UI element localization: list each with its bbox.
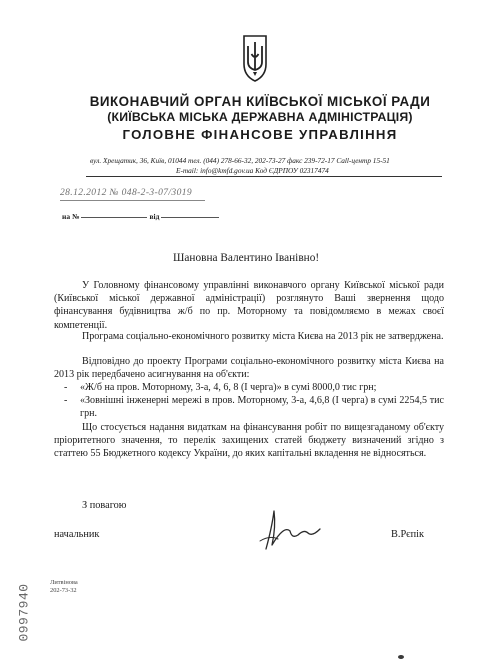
closing-regards: З повагою	[82, 500, 127, 511]
scan-speck	[398, 655, 404, 659]
list-item	[54, 394, 444, 420]
list-item	[54, 381, 444, 394]
from-label: від	[149, 212, 160, 221]
list-item-text: «Зовнішні інженерні мережі в пров. Моторному, 3-а, 4,6,8 (І черга) в сумі 2254,5 тис грн.	[80, 395, 444, 420]
body-paragraph-3: Відповідно до проекту Програми соціально-економічного розвитку міста Києва на 2013 рік передбачено асигнування на об'єкти:	[54, 356, 444, 381]
signatory-name: В.Рєпік	[391, 529, 424, 540]
trident-coat-of-arms-icon	[242, 34, 268, 82]
signatory-position: начальник	[54, 529, 100, 540]
list-item-text: «Ж/б на пров. Моторному, 3-а, 4, 6, 8 (І черга)» в сумі 8000,0 тис грн;	[80, 382, 377, 393]
registration-underline	[60, 200, 205, 201]
contact-email-code: E-mail: info@kmfd.gov.ua Код ЄДРПОУ 02317474	[176, 166, 329, 175]
document-serial-number	[0, 572, 48, 652]
registration-stamp: 28.12.2012 № 048-2-3-07/3019	[60, 188, 193, 198]
contact-address: вул. Хрещатик, 36, Київ, 01044 тел. (044) 278-66-32, 202-73-27 факс 239-72-17 Call-центр 15-51	[90, 156, 390, 165]
org-name-line2: (КИЇВСЬКА МІСЬКА ДЕРЖАВНА АДМІНІСТРАЦІЯ)	[107, 110, 413, 124]
executor-block	[50, 579, 78, 596]
executor-name: Литвінова	[50, 579, 78, 586]
executor-phone: 202-73-32	[50, 587, 77, 595]
body-paragraph-4: Що стосується надання видаткам на фінансування робіт по вищезгаданому об'єкту пріоритетного значення, то перелік захищених статей бюджету визначений згідно з статтею 55 Бюджетного кодексу України, до яких капітальні вкладення не відносяться.	[54, 422, 444, 460]
on-number-label: на №	[62, 212, 80, 221]
handwritten-signature	[254, 505, 324, 551]
document-serial-text: 0997940	[16, 582, 32, 642]
greeting: Шановна Валентино Іванівно!	[173, 252, 320, 264]
body-paragraph-2: Програма соціально-економічного розвитку міста Києва на 2013 рік не затверджена.	[82, 331, 444, 342]
department-name: ГОЛОВНЕ ФІНАНСОВЕ УПРАВЛІННЯ	[122, 127, 398, 142]
header-divider	[86, 176, 442, 177]
org-name-line1: ВИКОНАВЧИЙ ОРГАН КИЇВСЬКОЇ МІСЬКОЇ РАДИ	[89, 94, 431, 109]
funding-list	[54, 381, 444, 421]
bullet-dash: -	[64, 395, 68, 407]
body-paragraph-1: У Головному фінансовому управлінні виконавчого органу Київської міської ради (Київської міської державної адміністрації) розглянуто Ваші звернення щодо фінансування будівництва ж/б по пр. Моторному та повідомляємо в межах своєї компетенції.	[54, 280, 444, 331]
from-date-blank	[161, 217, 219, 218]
bullet-dash: -	[64, 382, 68, 393]
reference-line	[62, 212, 219, 221]
on-number-blank	[81, 217, 147, 218]
